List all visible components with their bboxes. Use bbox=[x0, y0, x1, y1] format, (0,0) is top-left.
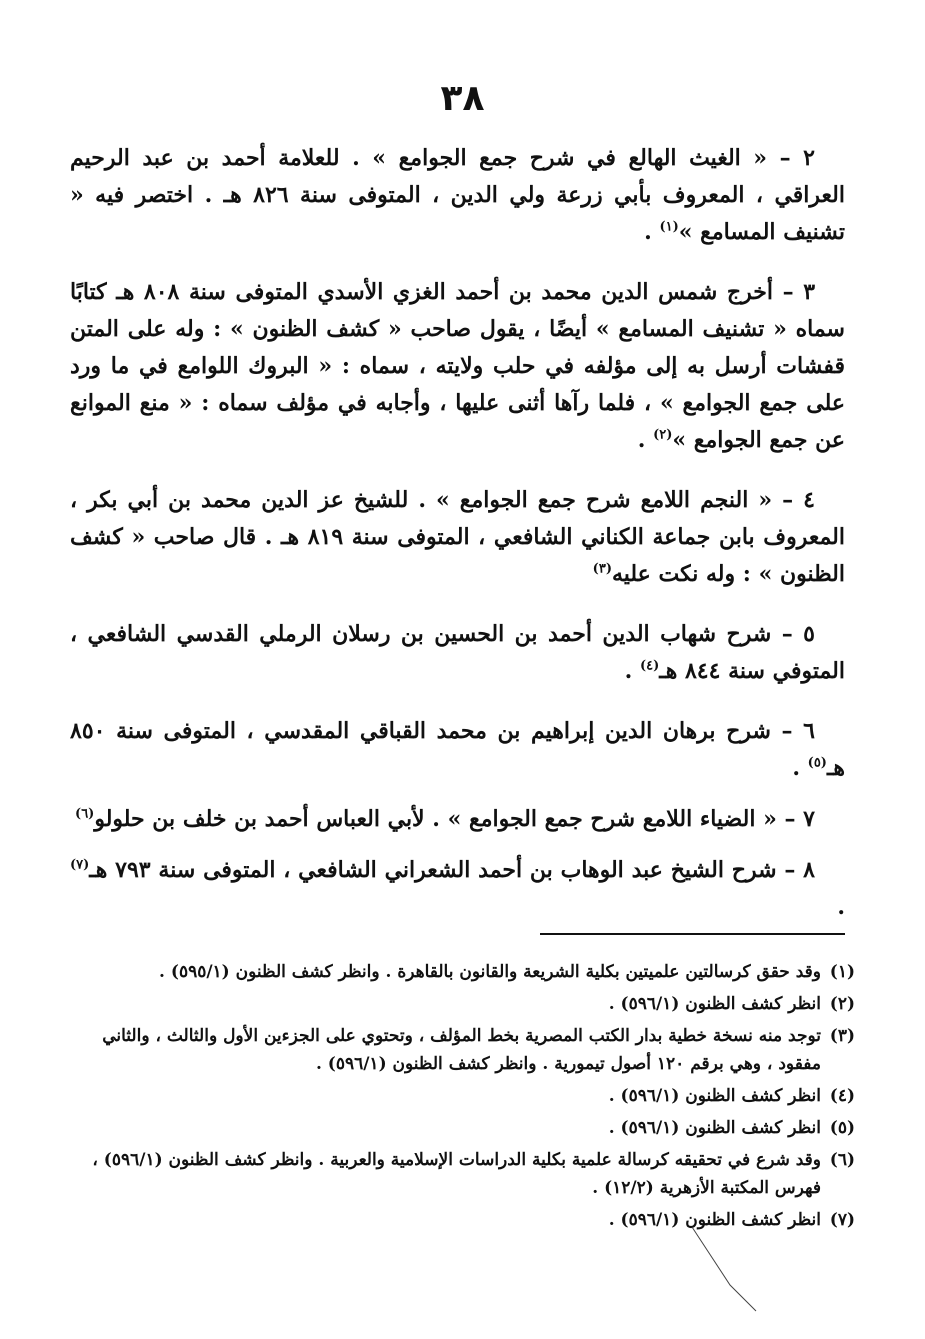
list-item: ٨ – شرح الشيخ عبد الوهاب بن أحمد الشعراني الشافعي ، المتوفى سنة ٧٩٣ هـ$^{(٧)}$ . bbox=[70, 857, 845, 920]
footnote-ref: (٤) bbox=[639, 658, 660, 674]
list-item: ٧ – « الضياء اللامع شرح جمع الجوامع » . لأبي العباس أحمد بن خلف بن حلولو$^{(٦)}$ bbox=[75, 806, 815, 832]
footnote-ref: (٥) bbox=[807, 755, 827, 771]
page-number: ٣٨ bbox=[440, 78, 485, 119]
footnotes bbox=[80, 958, 855, 1238]
footnote-number: (٢) bbox=[829, 994, 855, 1014]
footnote: (٥)انظر كشف الظنون (٥٩٦/١) . bbox=[80, 1114, 855, 1142]
footnote-number: (٣) bbox=[829, 1026, 855, 1046]
footnote: (٣)توجد منه نسخة خطية بدار الكتب المصرية بخط المؤلف ، وتحتوي على الجزءين الأول والثالث ، والثاني مفقود ، وهي برقم ١٢٠ أصول تيمورية . وانظر كشف الظنون (٥٩٦/١) . bbox=[80, 1022, 855, 1078]
list-item: ٢ – « الغيث الهالع في شرح جمع الجوامع » . للعلامة أحمد بن عبد الرحيم العراقي ، المعروف بأبي زرعة ولي الدين ، المتوفى سنة ٨٢٦ هـ . اختصر فيه « تشنيف المسامع »$^{(١)}$ . bbox=[70, 145, 845, 245]
footnote-number: (٥) bbox=[829, 1118, 855, 1138]
footnote-separator bbox=[540, 933, 845, 935]
footnote-ref: (٣) bbox=[592, 561, 612, 577]
footnote-number: (١) bbox=[829, 962, 855, 982]
main-text bbox=[70, 140, 845, 949]
footnote-ref: (٢) bbox=[653, 427, 673, 443]
pen-mark bbox=[690, 1225, 760, 1315]
list-item: ٥ – شرح شهاب الدين أحمد بن الحسين بن رسلان الرملي القدسي الشافعي ، المتوفي سنة ٨٤٤ هـ$^{(٤)}$ . bbox=[70, 621, 845, 684]
footnote: (٦)وقد شرع في تحقيقه كرسالة علمية بكلية الدراسات الإسلامية والعربية . وانظر كشف الظنون (٥٩٦/١) ، فهرس المكتبة الأزهرية (١٢/٢) . bbox=[80, 1146, 855, 1202]
footnote: (١)وقد حقق كرسالتين علميتين بكلية الشريعة والقانون بالقاهرة . وانظر كشف الظنون (٥٩٥/١) . bbox=[80, 958, 855, 986]
footnote-number: (٤) bbox=[829, 1086, 855, 1106]
footnote-ref: (١) bbox=[659, 219, 679, 235]
footnote-number: (٧) bbox=[829, 1210, 855, 1230]
list-item: ٣ – أخرج شمس الدين محمد بن أحمد الغزي الأسدي المتوفى سنة ٨٠٨ هـ كتابًا سماه « تشنيف المسامع » أيضًا ، يقول صاحب « كشف الظنون » : وله على المتن قفشات أرسل به إلى مؤلفه في حلب ولايته ، سماه : « البروك اللوامع في ما ورد على جمع الجوامع » ، فلما رآها أثنى عليها ، وأجابه في مؤلف سماه : « منع الموانع عن جمع الجوامع »$^{(٢)}$ . bbox=[70, 279, 845, 453]
list-item: ٤ – « النجم اللامع شرح جمع الجوامع » . للشيخ عز الدين محمد بن أبي بكر ، المعروف بابن جماعة الكناني الشافعي ، المتوفى سنة ٨١٩ هـ . قال صاحب « كشف الظنون » : وله نكت عليه$^{(٣)}$ bbox=[70, 487, 845, 587]
footnote-number: (٦) bbox=[829, 1150, 855, 1170]
footnote: (٤)انظر كشف الظنون (٥٩٦/١) . bbox=[80, 1082, 855, 1110]
footnote-ref: (٦) bbox=[75, 806, 95, 822]
footnote-ref: (٧) bbox=[70, 857, 90, 873]
footnote: (٢)انظر كشف الظنون (٥٩٦/١) . bbox=[80, 990, 855, 1018]
footnote: (٧)انظر كشف الظنون (٥٩٦/١) . bbox=[80, 1206, 855, 1234]
list-item: ٦ – شرح برهان الدين إبراهيم بن محمد القباقي المقدسي ، المتوفى سنة ٨٥٠ هـ$^{(٥)}$ . bbox=[70, 718, 845, 781]
